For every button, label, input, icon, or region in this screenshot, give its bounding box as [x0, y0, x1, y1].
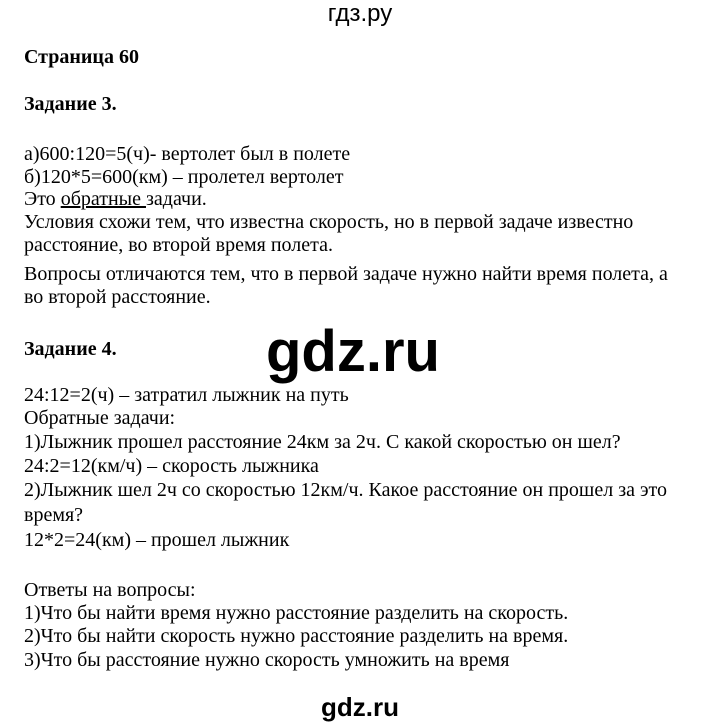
- text-line: 2)Лыжник шел 2ч со скоростью 12км/ч. Какое расстояние он прошел за это: [24, 479, 668, 501]
- text-line: расстояние, во второй время полета.: [24, 234, 333, 256]
- text-line: Обратные задачи:: [24, 407, 176, 429]
- page-title: Страница 60: [24, 46, 139, 68]
- task4-title: Задание 4.: [24, 338, 117, 360]
- task3-title: Задание 3.: [24, 93, 117, 115]
- text-line: [24, 187, 207, 211]
- text-line: во второй расстояние.: [24, 286, 211, 308]
- text-line: время?: [24, 504, 84, 526]
- header-watermark: гдз.ру: [327, 0, 393, 27]
- text-line: 1)Лыжник прошел расстояние 24км за 2ч. С какой скоростью он шел?: [24, 431, 621, 453]
- text-line: 12*2=24(км) – прошел лыжник: [24, 529, 290, 551]
- footer-watermark: gdz.ru: [321, 692, 399, 722]
- reverse-suffix: задачи.: [145, 188, 207, 210]
- text-line: б)120*5=600(км) – пролетел вертолет: [24, 166, 344, 188]
- underlined-word: обратные: [60, 188, 146, 210]
- reverse-prefix: Это: [24, 188, 61, 210]
- text-line: Вопросы отличаются тем, что в первой задаче нужно найти время полета, а: [24, 263, 668, 285]
- text-line: 1)Что бы найти время нужно расстояние разделить на скорость.: [24, 602, 569, 624]
- text-line: а)600:120=5(ч)- вертолет был в полете: [24, 143, 351, 165]
- text-line: Условия схожи тем, что известна скорость, но в первой задаче известно: [24, 211, 634, 233]
- text-line: 24:12=2(ч) – затратил лыжник на путь: [24, 384, 349, 406]
- text-line: Ответы на вопросы:: [24, 579, 196, 601]
- text-line: 2)Что бы найти скорость нужно расстояние разделить на время.: [24, 625, 569, 647]
- text-line: 3)Что бы расстояние нужно скорость умножить на время: [24, 649, 510, 671]
- center-watermark: gdz.ru: [266, 319, 440, 384]
- text-line: 24:2=12(км/ч) – скорость лыжника: [24, 455, 319, 477]
